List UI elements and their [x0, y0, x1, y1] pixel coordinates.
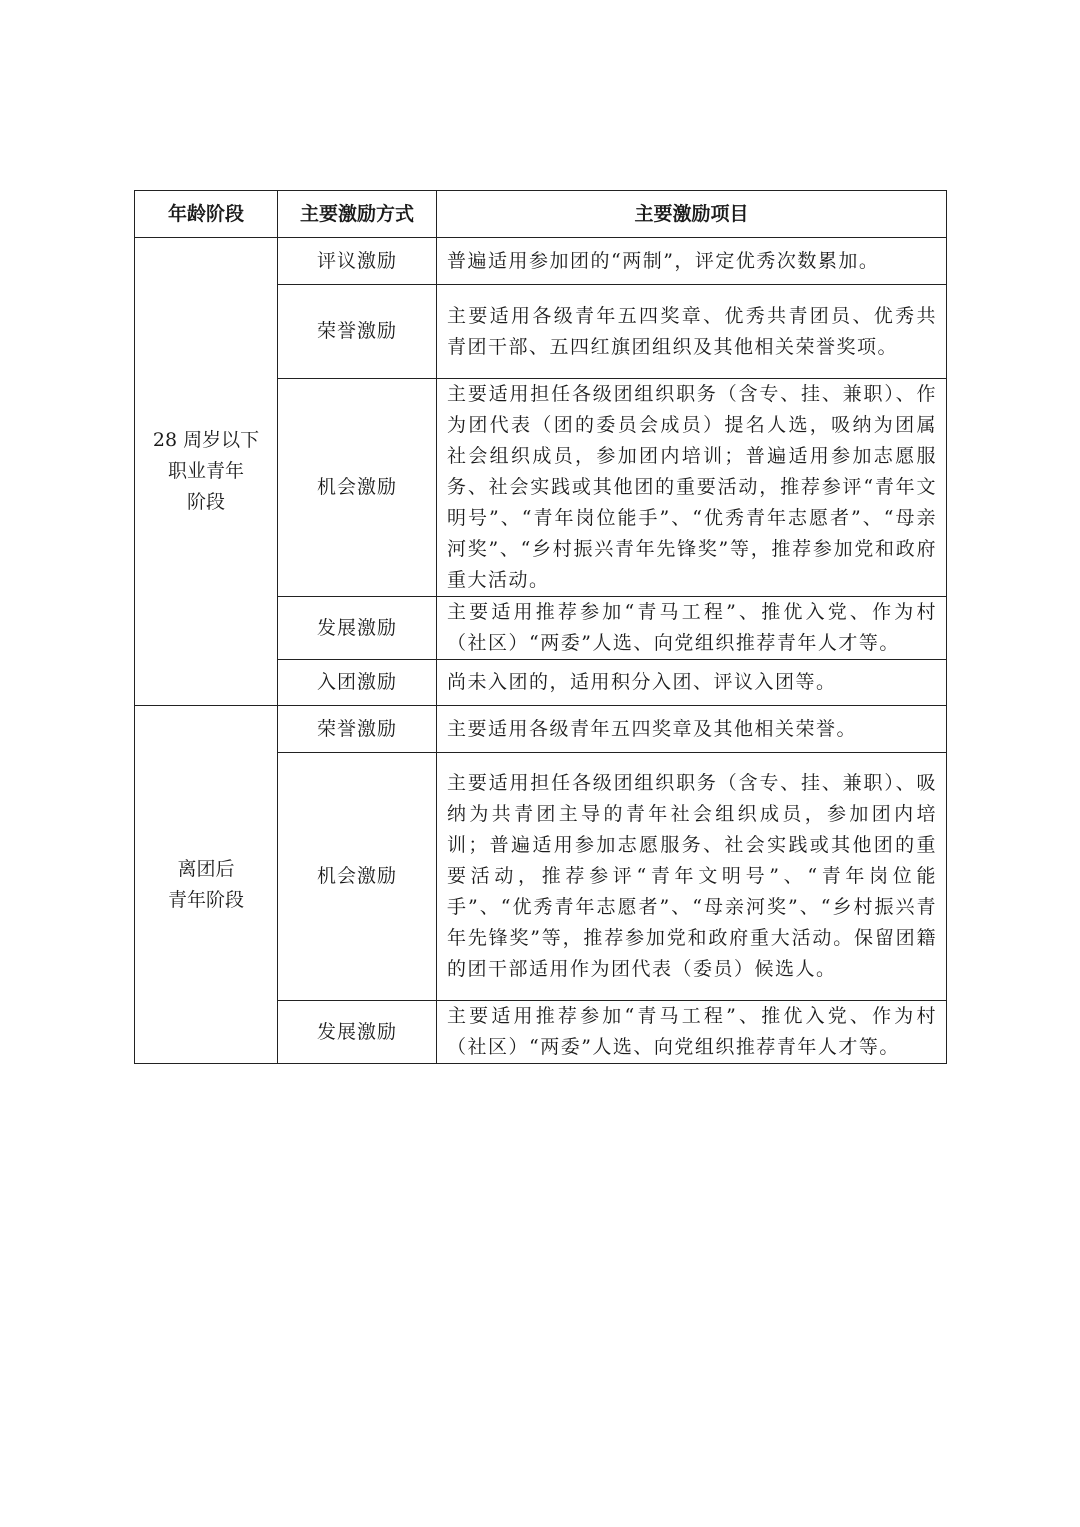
items-cell: 主要适用担任各级团组织职务（含专、挂、兼职）、作为团代表（团的委员会成员）提名人选，吸纳为团属社会组织成员，参加团内培训；普遍适用参加志愿服务、社会实践或其他团的重要活动，推荐参评“青年文明号”、“青年岗位能手”、“优秀青年志愿者”、“母亲河奖”、“乡村振兴青年先锋奖”等，推荐参加党和政府重大活动。 [437, 379, 947, 597]
stage-line: 青年阶段 [167, 888, 244, 911]
items-cell: 主要适用各级青年五四奖章及其他相关荣誉。 [437, 706, 947, 753]
stage-line: 28 周岁以下 [152, 429, 260, 451]
table-row [135, 706, 947, 753]
incentive-table [134, 190, 947, 1064]
method-cell: 入团激励 [278, 660, 437, 706]
items-cell: 主要适用推荐参加“青马工程”、推优入党、作为村（社区）“两委”人选、向党组织推荐青年人才等。 [437, 597, 947, 660]
header-incentive-items: 主要激励项目 [437, 191, 947, 238]
method-cell: 评议激励 [278, 238, 437, 285]
stage-line: 阶段 [186, 491, 225, 513]
header-incentive-method: 主要激励方式 [278, 191, 437, 238]
method-cell: 机会激励 [278, 379, 437, 597]
method-cell: 机会激励 [278, 753, 437, 1001]
header-age-stage: 年龄阶段 [135, 191, 278, 238]
stage-cell-youth-under-28 [135, 238, 278, 706]
items-cell: 尚未入团的，适用积分入团、评议入团等。 [437, 660, 947, 706]
items-cell: 主要适用担任各级团组织职务（含专、挂、兼职）、吸纳为共青团主导的青年社会组织成员，参加团内培训；普遍适用参加志愿服务、社会实践或其他团的重要活动，推荐参评“青年文明号”、“青年岗位能手”、“优秀青年志愿者”、“母亲河奖”、“乡村振兴青年先锋奖”等，推荐参加党和政府重大活动。保留团籍的团干部适用作为团代表（委员）候选人。 [437, 753, 947, 1001]
items-cell: 主要适用推荐参加“青马工程”、推优入党、作为村（社区）“两委”人选、向党组织推荐青年人才等。 [437, 1001, 947, 1064]
stage-line: 离团后 [177, 857, 235, 880]
method-cell: 发展激励 [278, 1001, 437, 1064]
method-cell: 发展激励 [278, 597, 437, 660]
items-cell: 普遍适用参加团的“两制”，评定优秀次数累加。 [437, 238, 947, 285]
items-cell: 主要适用各级青年五四奖章、优秀共青团员、优秀共青团干部、五四红旗团组织及其他相关荣誉奖项。 [437, 285, 947, 379]
table-row [135, 238, 947, 285]
stage-line: 职业青年 [167, 460, 244, 482]
method-cell: 荣誉激励 [278, 706, 437, 753]
stage-cell-after-leaving-league [135, 706, 278, 1064]
method-cell: 荣誉激励 [278, 285, 437, 379]
table-header-row [135, 191, 947, 238]
